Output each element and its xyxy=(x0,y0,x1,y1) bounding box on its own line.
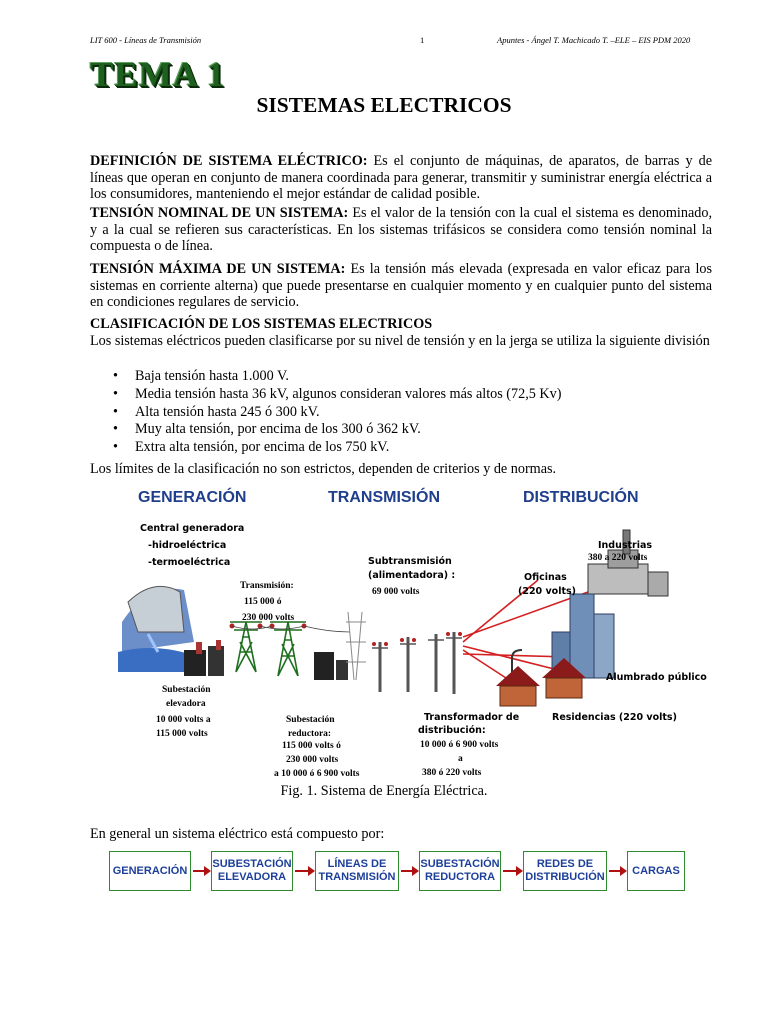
substation-elevadora-icon xyxy=(184,640,224,676)
oficinas-l1: Oficinas xyxy=(524,572,567,583)
substation-reductora-icon xyxy=(314,612,366,680)
composition-intro: En general un sistema eléctrico está compuesto por: xyxy=(90,826,385,842)
flow-box-label: SUBESTACIÓN xyxy=(420,858,500,870)
page-title: SISTEMAS ELECTRICOS xyxy=(256,93,512,117)
subtransmision-l2: (alimentadora) : xyxy=(368,570,456,581)
flow-box-label: LÍNEAS DE xyxy=(327,858,387,870)
flow-arrow xyxy=(295,870,313,872)
flow-box-sub-reductora xyxy=(419,851,501,891)
flow-arrow xyxy=(193,870,209,872)
flow-box-cargas xyxy=(627,851,685,891)
sub-elevadora-l2: elevadora xyxy=(166,699,206,709)
definition-term: TENSIÓN NOMINAL DE UN SISTEMA: xyxy=(90,205,349,221)
residencias-label: Residencias (220 volts) xyxy=(552,712,677,723)
flow-box-label: REDES DE xyxy=(536,858,594,870)
flow-box-label: CARGAS xyxy=(632,864,680,877)
flow-box-label: ELEVADORA xyxy=(217,871,287,883)
definition-sistema xyxy=(90,153,712,203)
section-generacion: GENERACIÓN xyxy=(138,489,247,506)
sub-elevadora-l1: Subestación xyxy=(162,685,211,695)
alumbrado-label: Alumbrado público xyxy=(606,672,707,683)
flow-box-generacion xyxy=(109,851,191,891)
composition-flow xyxy=(109,851,689,893)
header-left: LIT 600 - Líneas de Transmisión xyxy=(90,35,202,45)
transmision-label: Transmisión: xyxy=(240,581,294,591)
transformador-l5: 380 ó 220 volts xyxy=(422,768,482,778)
flow-arrow xyxy=(401,870,417,872)
flow-box-label: REDUCTORA xyxy=(424,871,496,883)
flow-box-label: TRANSMISIÓN xyxy=(318,871,396,883)
central-hidro: -hidroeléctrica xyxy=(148,540,227,551)
definition-text: Es la tensión más elevada (expresada en valor eficaz para los sistemas en corriente alterna) que puede presentarse en cualquier momento y en cualquier punto del sistema en condiciones regulares de servicio. xyxy=(90,261,712,311)
definition-tension-nominal xyxy=(90,205,712,255)
classification-note: Los límites de la clasificación no son estrictos, dependen de criterios y de normas. xyxy=(90,461,557,477)
list-item: • Extra alta tensión, por encima de los 750 kV. xyxy=(113,439,561,457)
sub-reductora-l1: Subestación xyxy=(286,715,335,725)
sub-reductora-l4: 230 000 volts xyxy=(286,755,339,765)
industrias-l1: Industrias xyxy=(598,540,653,551)
transformador-l4: a xyxy=(458,754,463,764)
definition-tension-maxima xyxy=(90,261,712,311)
classification-intro: Los sistemas eléctricos pueden clasificarse por su nivel de tensión y en la jerga se utiliza la siguiente división xyxy=(90,332,710,349)
distribution-pole-icon xyxy=(380,632,454,694)
definition-text: Es el valor de la tensión con la cual el sistema es denominado, y a la cual se refieren sus características. En los sistemas trifásicos se considera como tensión nominal la compuesta o de línea. xyxy=(90,205,712,255)
classification-list xyxy=(113,368,561,457)
flow-arrow xyxy=(609,870,625,872)
oficinas-l2: (220 volts) xyxy=(518,586,576,597)
list-item: • Baja tensión hasta 1.000 V. xyxy=(113,368,561,386)
definition-term: TENSIÓN MÁXIMA DE UN SISTEMA: xyxy=(90,261,346,277)
flow-box-redes xyxy=(523,851,607,891)
flow-arrow xyxy=(503,870,521,872)
classification-heading: CLASIFICACIÓN DE LOS SISTEMAS ELECTRICOS xyxy=(90,316,433,332)
classification-section xyxy=(90,316,712,349)
flow-box-sub-elevadora xyxy=(211,851,293,891)
flow-box-label: SUBESTACIÓN xyxy=(212,858,292,870)
industrias-l2: 380 a 220 volts xyxy=(588,553,648,563)
section-distribucion: DISTRIBUCIÓN xyxy=(523,489,639,506)
sub-reductora-l5: a 10 000 ó 6 900 volts xyxy=(274,769,360,779)
transmision-v1: 115 000 ó xyxy=(244,597,282,607)
flow-box-label: DISTRIBUCIÓN xyxy=(525,871,605,883)
central-label: Central generadora xyxy=(140,523,245,534)
list-item: • Alta tensión hasta 245 ó 300 kV. xyxy=(113,404,561,422)
section-transmision: TRANSMISIÓN xyxy=(328,489,440,506)
flow-box-label: GENERACIÓN xyxy=(112,864,188,877)
transmision-v2: 230 000 volts xyxy=(242,613,295,623)
definition-term: DEFINICIÓN DE SISTEMA ELÉCTRICO: xyxy=(90,153,368,169)
sub-reductora-l2: reductora: xyxy=(288,729,332,739)
transformador-l1: Transformador de xyxy=(424,712,520,723)
tema-heading: TEMA 1 xyxy=(90,55,226,94)
power-system-figure xyxy=(118,482,707,782)
list-item: • Muy alta tensión, por encima de los 300 ó 362 kV. xyxy=(113,421,561,439)
figure-caption: Fig. 1. Sistema de Energía Eléctrica. xyxy=(280,783,488,799)
transformador-l2: distribución: xyxy=(418,725,486,736)
page-number: 1 xyxy=(420,35,425,45)
central-termo: -termoeléctrica xyxy=(148,557,231,568)
sub-elevadora-l3: 10 000 volts a xyxy=(156,715,211,725)
list-item: • Media tensión hasta 36 kV, algunos consideran valores más altos (72,5 Kv) xyxy=(113,386,561,404)
sub-elevadora-l4: 115 000 volts xyxy=(156,729,208,739)
transmission-tower-icon xyxy=(230,622,306,676)
definition-text: Es el conjunto de máquinas, de aparatos, de barras y de líneas que operan en conjunto de manera coordinada para generar, transmitir y suministrar energía eléctrica a los consumidores, manteniendo el mejor estándar de calidad posible. xyxy=(90,153,713,203)
subtransmision-l1: Subtransmisión xyxy=(368,556,452,567)
flow-box-lineas xyxy=(315,851,399,891)
header-right: Apuntes - Ángel T. Machicado T. –ELE – EIS PDM 2020 xyxy=(497,35,691,45)
sub-reductora-l3: 115 000 volts ó xyxy=(282,741,341,751)
transformador-l3: 10 000 ó 6 900 volts xyxy=(420,740,499,750)
subtransmision-l3: 69 000 volts xyxy=(372,587,420,597)
